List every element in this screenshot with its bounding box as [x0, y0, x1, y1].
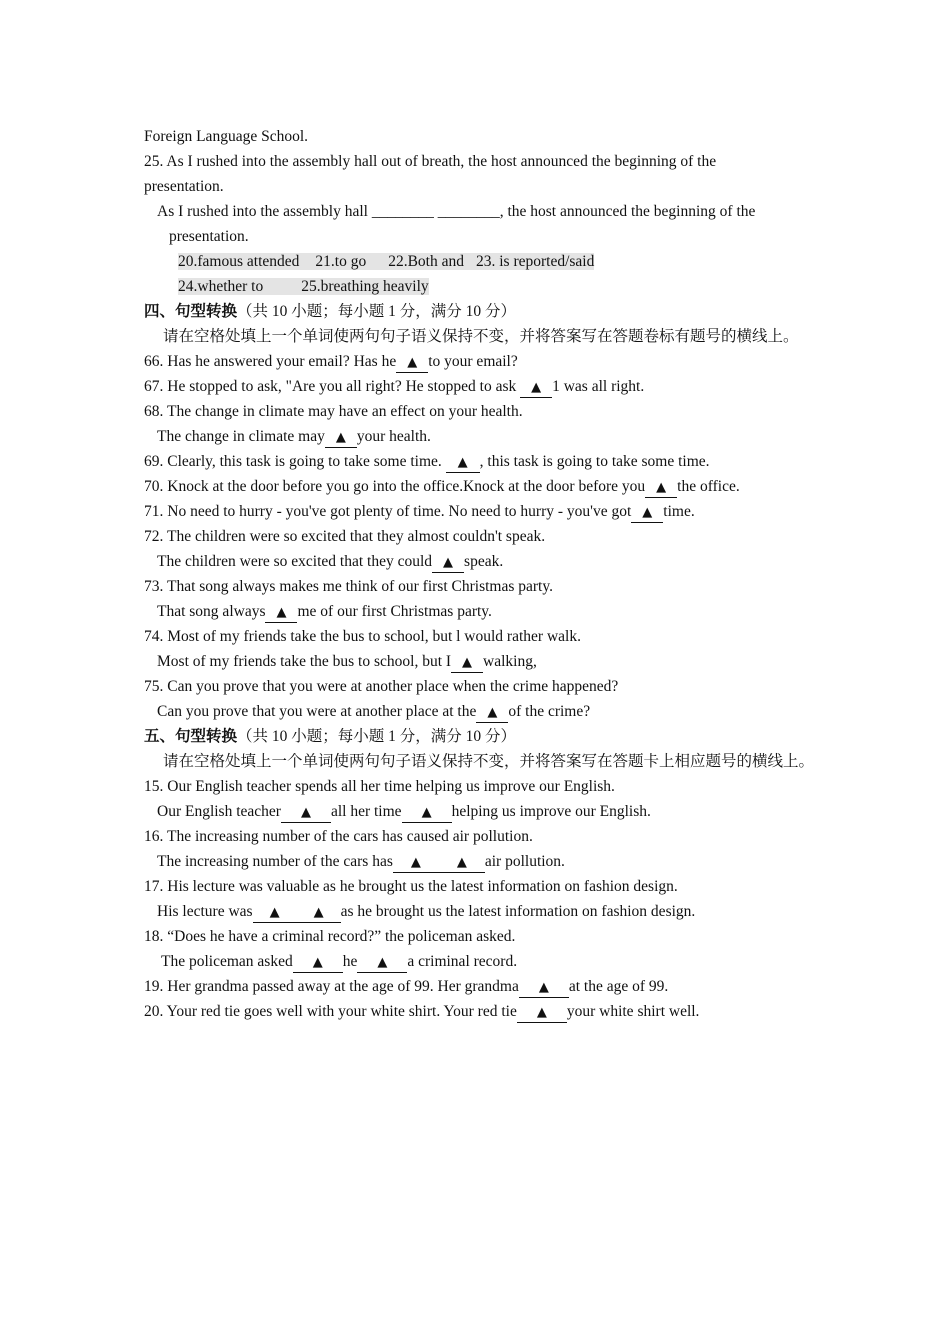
triangle-marker-icon: ▲ — [443, 555, 454, 570]
answer-blank[interactable] — [645, 477, 677, 498]
section-heading-text: （共 10 小题；每小题 1 分，满分 10 分） — [237, 303, 517, 320]
answer-blank[interactable] — [439, 852, 485, 873]
question-18-rewrite — [144, 949, 814, 974]
answer-blank[interactable] — [631, 502, 663, 523]
answer-21: 21.to go — [315, 253, 367, 270]
question-text: 67. He stopped to ask, "Are you all right? He stopped to ask — [144, 378, 521, 395]
document-page — [144, 124, 814, 1024]
question-67 — [144, 374, 814, 399]
answer-blank[interactable] — [265, 602, 297, 623]
triangle-marker-icon: ▲ — [487, 705, 498, 720]
section-4-instruction: 请在空格处填上一个单词使两句句子语义保持不变，并将答案写在答题卷标有题号的横线上。 — [163, 328, 799, 345]
question-15: 15. Our English teacher spends all her time helping us improve our English. — [144, 778, 615, 795]
question-text: 71. No need to hurry - you've got plenty of time. No need to hurry - you've got — [144, 503, 632, 520]
answer-23: 23. is reported/said — [475, 253, 595, 270]
question-text: at the age of 99. — [568, 978, 669, 995]
answer-blank[interactable] — [357, 952, 407, 973]
question-73-rewrite — [144, 599, 814, 624]
answer-20: 20.famous attended — [178, 253, 300, 270]
question-74: 74. Most of my friends take the bus to school, but l would rather walk. — [144, 628, 581, 645]
question-text: helping us improve our English. — [451, 803, 651, 820]
answer-blank[interactable] — [451, 652, 483, 673]
answer-blank[interactable] — [293, 952, 343, 973]
question-text: walking, — [483, 653, 537, 670]
triangle-marker-icon: ▲ — [536, 1005, 547, 1020]
question-68-rewrite — [144, 424, 814, 449]
question-text: to your email? — [428, 353, 518, 370]
question-text: Most of my friends take the bus to school, but I — [157, 653, 452, 670]
answer-key-highlight — [178, 278, 429, 295]
question-text: The change in climate may — [157, 428, 325, 445]
answer-22: 22.Both and — [388, 253, 464, 270]
answer-blank[interactable] — [520, 377, 552, 398]
answer-blank[interactable] — [402, 802, 452, 823]
question-text: your white shirt well. — [566, 1003, 700, 1020]
section-heading-text: （共 10 小题；每小题 1 分，满分 10 分） — [237, 728, 517, 745]
question-text: , this task is going to take some time. — [479, 453, 710, 470]
answer-25: 25.breathing heavily — [301, 278, 429, 295]
question-69 — [144, 449, 814, 474]
question-68: 68. The change in climate may have an effect on your health. — [144, 403, 523, 420]
question-text: your health. — [356, 428, 431, 445]
answer-blank[interactable] — [396, 352, 428, 373]
answer-blank[interactable] — [432, 552, 464, 573]
question-text: 69. Clearly, this task is going to take some time. — [144, 453, 446, 470]
question-25-rewrite: As I rushed into the assembly hall ________ ________, the host announced the beginning of the — [157, 203, 756, 220]
question-text: he — [342, 953, 358, 970]
answer-24: 24.whether to — [178, 278, 264, 295]
answer-key-row-2 — [144, 274, 814, 299]
question-66 — [144, 349, 814, 374]
answer-blank[interactable] — [446, 452, 480, 473]
triangle-marker-icon: ▲ — [410, 855, 421, 870]
question-72: 72. The children were so excited that they almost couldn't speak. — [144, 528, 546, 545]
question-text: as he brought us the latest information on fashion design. — [340, 903, 696, 920]
question-text: Can you prove that you were at another place at the — [157, 703, 477, 720]
section-5-heading — [144, 724, 814, 749]
answer-key-highlight — [178, 253, 594, 270]
answer-key-row-1 — [144, 249, 814, 274]
question-74-rewrite — [144, 649, 814, 674]
question-17-rewrite — [144, 899, 814, 924]
question-text: me of our first Christmas party. — [297, 603, 492, 620]
question-19 — [144, 974, 814, 999]
triangle-marker-icon: ▲ — [276, 605, 287, 620]
question-text: 70. Knock at the door before you go into the office.Knock at the door before you — [144, 478, 646, 495]
triangle-marker-icon: ▲ — [312, 955, 323, 970]
question-70 — [144, 474, 814, 499]
question-16-rewrite — [144, 849, 814, 874]
answer-blank[interactable] — [393, 852, 439, 873]
question-text: That song always — [157, 603, 266, 620]
question-15-rewrite — [144, 799, 814, 824]
question-20 — [144, 999, 814, 1024]
triangle-marker-icon: ▲ — [313, 905, 324, 920]
triangle-marker-icon: ▲ — [457, 455, 468, 470]
question-text: 1 was all right. — [552, 378, 645, 395]
text-line: Foreign Language School. — [144, 128, 309, 145]
question-17: 17. His lecture was valuable as he brought us the latest information on fashion design. — [144, 878, 678, 895]
triangle-marker-icon: ▲ — [531, 380, 542, 395]
question-text: The increasing number of the cars has — [157, 853, 393, 870]
question-text: speak. — [464, 553, 504, 570]
answer-blank[interactable] — [517, 1002, 567, 1023]
answer-blank[interactable] — [325, 427, 357, 448]
question-text: The children were so excited that they could — [157, 553, 433, 570]
question-18: 18. “Does he have a criminal record?” the policeman asked. — [144, 928, 516, 945]
question-text: all her time — [330, 803, 402, 820]
section-5-instruction: 请在空格处填上一个单词使两句句子语义保持不变，并将答案写在答题卡上相应题号的横线上。 — [163, 753, 815, 770]
section-heading-text: 五、句型转换 — [144, 728, 238, 745]
triangle-marker-icon: ▲ — [300, 805, 311, 820]
section-4-heading — [144, 299, 814, 324]
triangle-marker-icon: ▲ — [269, 905, 280, 920]
question-text: air pollution. — [484, 853, 565, 870]
answer-blank[interactable] — [297, 902, 341, 923]
question-25: 25. As I rushed into the assembly hall out of breath, the host announced the beginning of the — [144, 153, 717, 170]
triangle-marker-icon: ▲ — [462, 655, 473, 670]
question-75: 75. Can you prove that you were at another place when the crime happened? — [144, 678, 619, 695]
question-71 — [144, 499, 814, 524]
triangle-marker-icon: ▲ — [407, 355, 418, 370]
question-text: The policeman asked — [161, 953, 293, 970]
question-text: 66. Has he answered your email? Has he — [144, 353, 397, 370]
question-16: 16. The increasing number of the cars has caused air pollution. — [144, 828, 533, 845]
triangle-marker-icon: ▲ — [421, 805, 432, 820]
question-text: 20. Your red tie goes well with your white shirt. Your red tie — [144, 1003, 517, 1020]
question-text: the office. — [677, 478, 740, 495]
question-text: 19. Her grandma passed away at the age of 99. Her grandma — [144, 978, 519, 995]
question-text: a criminal record. — [407, 953, 518, 970]
answer-blank[interactable] — [519, 977, 569, 998]
question-72-rewrite — [144, 549, 814, 574]
question-25-rewrite-continued: presentation. — [169, 228, 249, 245]
triangle-marker-icon: ▲ — [656, 480, 667, 495]
question-text: of the crime? — [508, 703, 591, 720]
answer-blank[interactable] — [253, 902, 297, 923]
question-75-rewrite — [144, 699, 814, 724]
triangle-marker-icon: ▲ — [456, 855, 467, 870]
section-heading-text: 四、句型转换 — [144, 303, 238, 320]
triangle-marker-icon: ▲ — [538, 980, 549, 995]
question-text: time. — [663, 503, 695, 520]
question-73: 73. That song always makes me think of our first Christmas party. — [144, 578, 553, 595]
answer-blank[interactable] — [476, 702, 508, 723]
question-25-continued: presentation. — [144, 178, 224, 195]
triangle-marker-icon: ▲ — [642, 505, 653, 520]
answer-blank[interactable] — [281, 802, 331, 823]
triangle-marker-icon: ▲ — [335, 430, 346, 445]
question-text: His lecture was — [157, 903, 253, 920]
triangle-marker-icon: ▲ — [377, 955, 388, 970]
question-text: Our English teacher — [157, 803, 281, 820]
